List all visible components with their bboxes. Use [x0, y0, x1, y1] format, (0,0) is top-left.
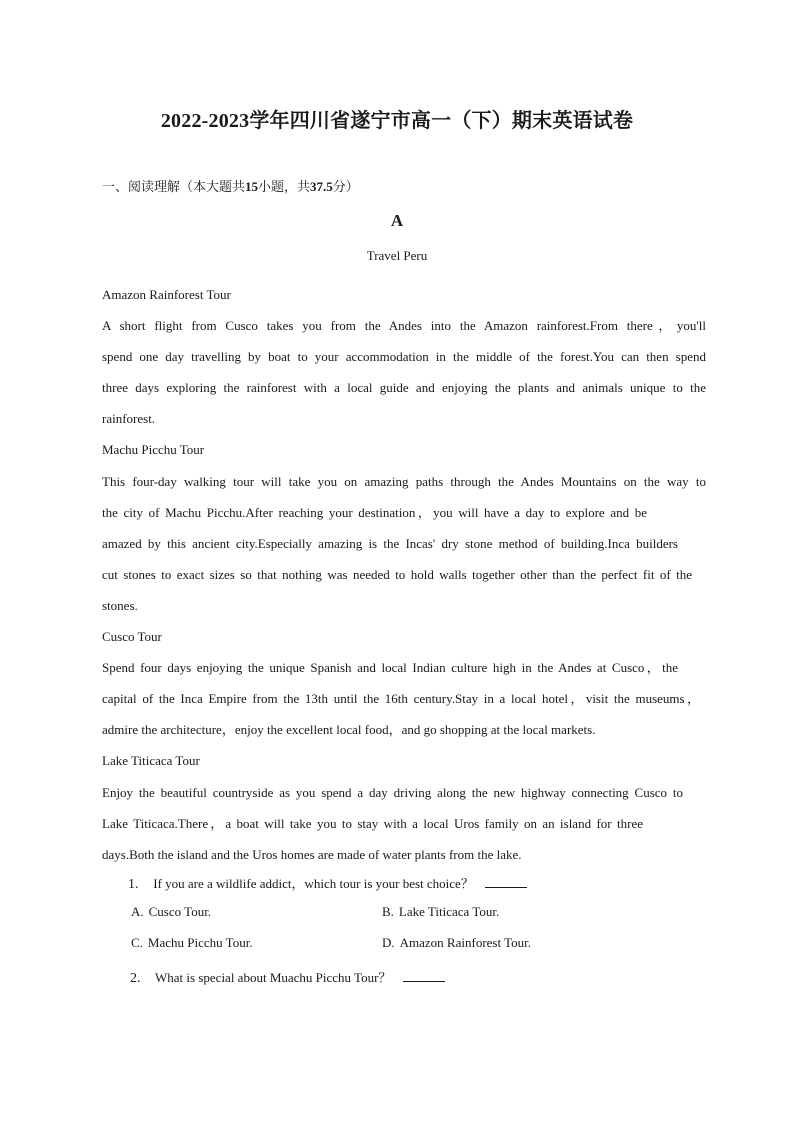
passage-line: days.Both the island and the Uros homes are made of water plants from the lake. — [102, 846, 522, 862]
option-text: Amazon Rainforest Tour. — [399, 935, 531, 950]
passage-line: Lake Titicaca.There，a boat will take you to stay with a local Uros family on an island for three — [102, 815, 643, 831]
passage-line: three days exploring the rainforest with a local guide and enjoying the plants and animals unique to the — [102, 380, 706, 396]
section-points: 37.5 — [310, 179, 333, 194]
question-2 — [130, 967, 445, 987]
question-1 — [128, 873, 527, 893]
option-text: Cusco Tour. — [148, 904, 212, 919]
tour-heading: Machu Picchu Tour — [102, 442, 205, 458]
option-text: Lake Titicaca Tour. — [398, 904, 500, 919]
section-prefix: 一、阅读理解（本大题共 — [102, 179, 246, 194]
section-heading — [102, 176, 359, 195]
option-text: Machu Picchu Tour. — [147, 935, 253, 950]
question-number: 2. — [130, 971, 141, 986]
passage-line: A short flight from Cusco takes you from the Andes into the Amazon rainforest.From there，you'll — [102, 318, 706, 334]
page-title: 2022-2023学年四川省遂宁市高一（下）期末英语试卷 — [160, 110, 634, 132]
option-letter: D. — [382, 935, 395, 950]
option-letter: C. — [131, 935, 143, 950]
section-count: 15 — [245, 179, 259, 194]
passage-line: stones. — [102, 597, 138, 613]
passage-title: Travel Peru — [366, 248, 428, 263]
tour-heading: Amazon Rainforest Tour — [102, 287, 231, 302]
passage-body — [102, 279, 706, 870]
option-b[interactable] — [382, 904, 499, 920]
tour-heading: Lake Titicaca Tour — [102, 753, 200, 769]
answer-blank[interactable] — [485, 875, 527, 888]
question-text: What is special about Muachu Picchu Tour？ — [155, 970, 392, 985]
passage-line: amazed by this ancient city.Especially amazing is the Incas' dry stone method of building.Inca builders — [102, 535, 678, 551]
question-number: 1. — [128, 877, 139, 892]
option-c[interactable] — [131, 935, 253, 951]
option-d[interactable] — [382, 935, 531, 951]
tour-heading: Cusco Tour — [102, 629, 162, 645]
passage-line: Spend four days enjoying the unique Spanish and local Indian culture high in the Andes at Cusco，the — [102, 660, 678, 676]
passage-line: admire the architecture，enjoy the excellent local food，and go shopping at the local markets. — [102, 722, 596, 738]
answer-blank[interactable] — [403, 969, 445, 982]
passage-line: capital of the Inca Empire from the 13th until the 16th century.Stay in a local hotel，visit the museums， — [102, 691, 700, 707]
passage-letter: A — [390, 211, 404, 230]
option-letter: A. — [131, 904, 144, 919]
passage-line: rainforest. — [102, 411, 156, 427]
passage-line: the city of Machu Picchu.After reaching your destination，you will have a day to explore and be — [102, 504, 647, 520]
question-text: If you are a wildlife addict，which tour is your best choice？ — [153, 876, 474, 891]
passage-line: cut stones to exact sizes so that nothing was needed to hold walls together other than the perfect fit of the — [102, 566, 692, 582]
section-mid: 小题，共 — [258, 179, 311, 194]
passage-line: Enjoy the beautiful countryside as you spend a day driving along the new highway connecting Cusco to — [102, 784, 683, 800]
passage-line: spend one day travelling by boat to your accommodation in the middle of the forest.You can then spend — [102, 349, 706, 365]
option-letter: B. — [382, 904, 394, 919]
option-a[interactable] — [131, 904, 211, 920]
section-suffix: 分） — [332, 179, 359, 194]
passage-line: This four-day walking tour will take you on amazing paths through the Andes Mountains on the way to — [102, 473, 706, 489]
